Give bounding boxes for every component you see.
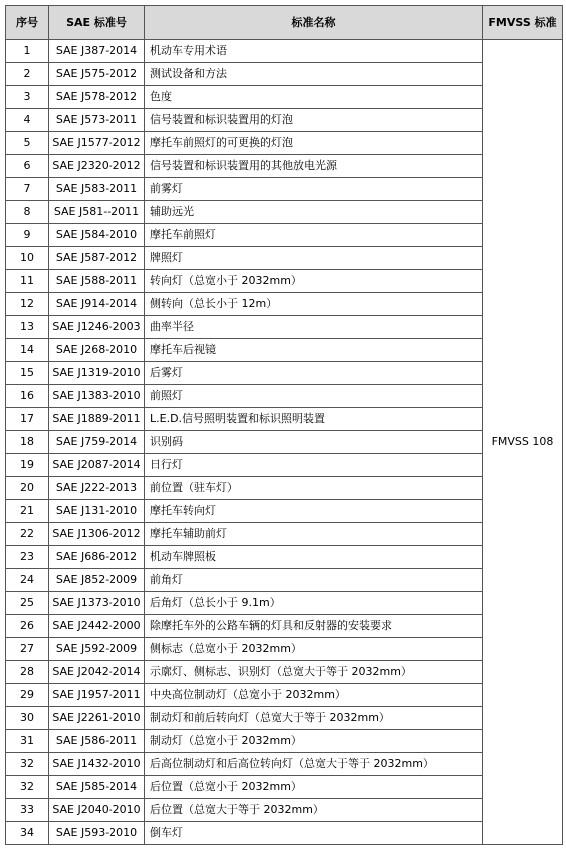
row-serial-number: 16 <box>6 385 49 408</box>
row-serial-number: 23 <box>6 546 49 569</box>
table-row <box>6 224 563 247</box>
row-serial-number: 6 <box>6 155 49 178</box>
row-standard-name: 前雾灯 <box>145 178 483 201</box>
table-row <box>6 362 563 385</box>
row-standard-name: 牌照灯 <box>145 247 483 270</box>
table-row <box>6 431 563 454</box>
row-sae-code: SAE J1246-2003 <box>49 316 145 339</box>
header-fmvss: FMVSS 标准 <box>483 6 563 40</box>
row-standard-name: 机动车牌照板 <box>145 546 483 569</box>
table-row <box>6 638 563 661</box>
row-standard-name: 曲率半径 <box>145 316 483 339</box>
row-serial-number: 7 <box>6 178 49 201</box>
row-sae-code: SAE J1432-2010 <box>49 753 145 776</box>
row-standard-name: 制动灯和前后转向灯（总宽大于等于 2032mm） <box>145 707 483 730</box>
row-sae-code: SAE J2261-2010 <box>49 707 145 730</box>
row-serial-number: 17 <box>6 408 49 431</box>
table-row <box>6 707 563 730</box>
row-sae-code: SAE J588-2011 <box>49 270 145 293</box>
row-serial-number: 12 <box>6 293 49 316</box>
row-sae-code: SAE J914-2014 <box>49 293 145 316</box>
row-serial-number: 29 <box>6 684 49 707</box>
row-standard-name: 前位置（驻车灯） <box>145 477 483 500</box>
row-serial-number: 32 <box>6 753 49 776</box>
table-row <box>6 569 563 592</box>
row-serial-number: 11 <box>6 270 49 293</box>
row-standard-name: 侧转向（总长小于 12m） <box>145 293 483 316</box>
table-row <box>6 822 563 845</box>
table-row <box>6 500 563 523</box>
row-sae-code: SAE J759-2014 <box>49 431 145 454</box>
row-sae-code: SAE J575-2012 <box>49 63 145 86</box>
row-serial-number: 26 <box>6 615 49 638</box>
row-serial-number: 4 <box>6 109 49 132</box>
row-sae-code: SAE J585-2014 <box>49 776 145 799</box>
row-standard-name: L.E.D.信号照明装置和标识照明装置 <box>145 408 483 431</box>
row-standard-name: 摩托车前照灯的可更换的灯泡 <box>145 132 483 155</box>
row-standard-name: 机动车专用术语 <box>145 40 483 63</box>
table-row <box>6 339 563 362</box>
table-row <box>6 546 563 569</box>
row-sae-code: SAE J686-2012 <box>49 546 145 569</box>
table-row <box>6 615 563 638</box>
row-sae-code: SAE J583-2011 <box>49 178 145 201</box>
row-sae-code: SAE J573-2011 <box>49 109 145 132</box>
row-serial-number: 3 <box>6 86 49 109</box>
table-row <box>6 63 563 86</box>
row-standard-name: 后高位制动灯和后高位转向灯（总宽大于等于 2032mm） <box>145 753 483 776</box>
table-row <box>6 201 563 224</box>
row-serial-number: 25 <box>6 592 49 615</box>
row-sae-code: SAE J222-2013 <box>49 477 145 500</box>
row-sae-code: SAE J1319-2010 <box>49 362 145 385</box>
row-sae-code: SAE J2042-2014 <box>49 661 145 684</box>
table-row <box>6 753 563 776</box>
row-standard-name: 中央高位制动灯（总宽小于 2032mm） <box>145 684 483 707</box>
row-standard-name: 除摩托车外的公路车辆的灯具和反射器的安装要求 <box>145 615 483 638</box>
sae-fmvss-standards-table <box>5 5 563 845</box>
row-serial-number: 30 <box>6 707 49 730</box>
row-sae-code: SAE J581--2011 <box>49 201 145 224</box>
row-sae-code: SAE J1383-2010 <box>49 385 145 408</box>
row-sae-code: SAE J587-2012 <box>49 247 145 270</box>
table-row <box>6 730 563 753</box>
row-standard-name: 色度 <box>145 86 483 109</box>
table-row <box>6 178 563 201</box>
row-serial-number: 10 <box>6 247 49 270</box>
row-standard-name: 后位置（总宽大于等于 2032mm） <box>145 799 483 822</box>
row-standard-name: 识别码 <box>145 431 483 454</box>
row-serial-number: 9 <box>6 224 49 247</box>
row-serial-number: 22 <box>6 523 49 546</box>
row-serial-number: 13 <box>6 316 49 339</box>
table-row <box>6 247 563 270</box>
row-sae-code: SAE J578-2012 <box>49 86 145 109</box>
row-standard-name: 摩托车辅助前灯 <box>145 523 483 546</box>
row-standard-name: 后雾灯 <box>145 362 483 385</box>
row-serial-number: 5 <box>6 132 49 155</box>
row-serial-number: 27 <box>6 638 49 661</box>
table-row <box>6 523 563 546</box>
row-sae-code: SAE J852-2009 <box>49 569 145 592</box>
row-serial-number: 14 <box>6 339 49 362</box>
table-row <box>6 40 563 63</box>
row-standard-name: 信号装置和标识装置用的灯泡 <box>145 109 483 132</box>
table-row <box>6 408 563 431</box>
row-sae-code: SAE J2087-2014 <box>49 454 145 477</box>
row-serial-number: 2 <box>6 63 49 86</box>
row-sae-code: SAE J1889-2011 <box>49 408 145 431</box>
row-standard-name: 前照灯 <box>145 385 483 408</box>
row-sae-code: SAE J586-2011 <box>49 730 145 753</box>
row-sae-code: SAE J584-2010 <box>49 224 145 247</box>
row-standard-name: 摩托车后视镜 <box>145 339 483 362</box>
table-row <box>6 385 563 408</box>
row-standard-name: 倒车灯 <box>145 822 483 845</box>
row-serial-number: 24 <box>6 569 49 592</box>
table-row <box>6 293 563 316</box>
row-sae-code: SAE J1577-2012 <box>49 132 145 155</box>
table-row <box>6 109 563 132</box>
row-standard-name: 示廓灯、侧标志、识别灯（总宽大于等于 2032mm） <box>145 661 483 684</box>
row-sae-code: SAE J268-2010 <box>49 339 145 362</box>
table-row <box>6 316 563 339</box>
row-serial-number: 34 <box>6 822 49 845</box>
row-serial-number: 8 <box>6 201 49 224</box>
row-serial-number: 19 <box>6 454 49 477</box>
row-sae-code: SAE J387-2014 <box>49 40 145 63</box>
row-sae-code: SAE J131-2010 <box>49 500 145 523</box>
row-standard-name: 制动灯（总宽小于 2032mm） <box>145 730 483 753</box>
table-body <box>6 40 563 845</box>
row-standard-name: 摩托车转向灯 <box>145 500 483 523</box>
row-serial-number: 20 <box>6 477 49 500</box>
row-sae-code: SAE J1373-2010 <box>49 592 145 615</box>
table-row <box>6 799 563 822</box>
row-sae-code: SAE J2320-2012 <box>49 155 145 178</box>
row-sae-code: SAE J2442-2000 <box>49 615 145 638</box>
row-standard-name: 前角灯 <box>145 569 483 592</box>
table-row <box>6 132 563 155</box>
table-row <box>6 592 563 615</box>
table-row <box>6 270 563 293</box>
row-serial-number: 21 <box>6 500 49 523</box>
row-standard-name: 侧标志（总宽小于 2032mm） <box>145 638 483 661</box>
row-standard-name: 日行灯 <box>145 454 483 477</box>
row-serial-number: 1 <box>6 40 49 63</box>
table-row <box>6 155 563 178</box>
row-serial-number: 28 <box>6 661 49 684</box>
row-standard-name: 后角灯（总长小于 9.1m） <box>145 592 483 615</box>
table-row <box>6 477 563 500</box>
row-standard-name: 转向灯（总宽小于 2032mm） <box>145 270 483 293</box>
row-serial-number: 15 <box>6 362 49 385</box>
row-standard-name: 辅助远光 <box>145 201 483 224</box>
row-serial-number: 33 <box>6 799 49 822</box>
row-serial-number: 31 <box>6 730 49 753</box>
table-row <box>6 684 563 707</box>
row-standard-name: 测试设备和方法 <box>145 63 483 86</box>
row-sae-code: SAE J592-2009 <box>49 638 145 661</box>
table-row <box>6 86 563 109</box>
row-sae-code: SAE J1306-2012 <box>49 523 145 546</box>
header-standard-name: 标准名称 <box>145 6 483 40</box>
table-row <box>6 454 563 477</box>
table-row <box>6 661 563 684</box>
header-serial-number: 序号 <box>6 6 49 40</box>
row-standard-name: 信号装置和标识装置用的其他放电光源 <box>145 155 483 178</box>
row-serial-number: 18 <box>6 431 49 454</box>
row-sae-code: SAE J593-2010 <box>49 822 145 845</box>
fmvss-merged-cell: FMVSS 108 <box>483 40 563 845</box>
row-standard-name: 后位置（总宽小于 2032mm） <box>145 776 483 799</box>
table-row <box>6 776 563 799</box>
header-sae-code: SAE 标准号 <box>49 6 145 40</box>
table-header-row <box>6 6 563 40</box>
row-sae-code: SAE J2040-2010 <box>49 799 145 822</box>
standards-table-container <box>5 5 563 845</box>
row-sae-code: SAE J1957-2011 <box>49 684 145 707</box>
row-standard-name: 摩托车前照灯 <box>145 224 483 247</box>
row-serial-number: 32 <box>6 776 49 799</box>
